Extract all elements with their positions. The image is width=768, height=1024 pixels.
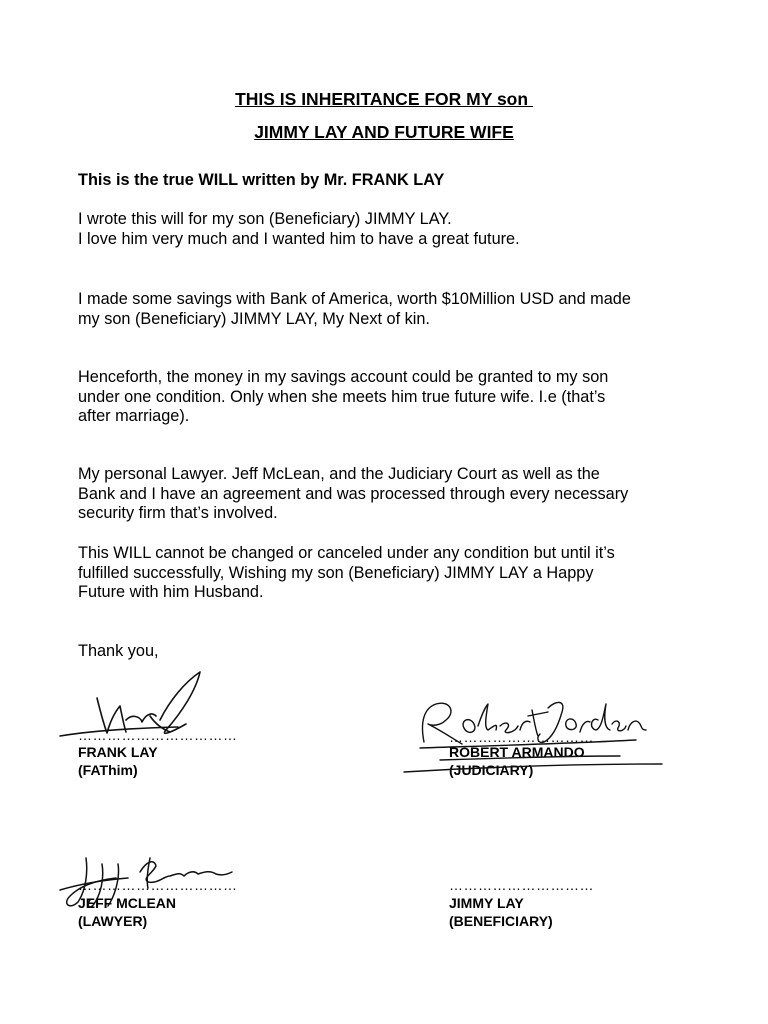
paragraph-line: under one condition. Only when she meets him true future wife. I.e (that’s	[78, 387, 606, 406]
paragraph-3	[78, 368, 696, 427]
signature-line-jimmy: …………………………	[449, 877, 594, 893]
signer-name-frank: FRANK LAY	[78, 744, 158, 760]
signature-line-jeff: ……………………………	[78, 877, 238, 893]
signer-name-jeff: JEFF MCLEAN	[78, 895, 176, 911]
paragraph-line: I wrote this will for my son (Beneficiary) JIMMY LAY.	[78, 210, 452, 228]
paragraph-4	[78, 465, 696, 524]
document-title-line2: JIMMY LAY AND FUTURE WIFE	[254, 122, 514, 142]
signer-name-jimmy: JIMMY LAY	[449, 895, 524, 911]
paragraph-line: my son (Beneficiary) JIMMY LAY, My Next of kin.	[78, 309, 430, 328]
signature-line-robert: …………………………	[449, 729, 594, 745]
paragraph-1	[78, 210, 696, 249]
signer-role-jimmy: (BENEFICIARY)	[449, 913, 553, 929]
signature-line-frank: ……………………………	[78, 727, 238, 743]
paragraph-line: Bank and I have an agreement and was processed through every necessary	[78, 484, 629, 503]
intro-statement: This is the true WILL written by Mr. FRANK LAY	[78, 171, 445, 189]
paragraph-line: Henceforth, the money in my savings account could be granted to my son	[78, 368, 609, 386]
paragraph-2	[78, 290, 696, 329]
paragraph-line: I love him very much and I wanted him to have a great future.	[78, 229, 520, 248]
paragraph-line: My personal Lawyer. Jeff McLean, and the Judiciary Court as well as the	[78, 465, 600, 483]
document-title-line1: THIS IS INHERITANCE FOR MY son	[235, 89, 533, 109]
paragraph-line: This WILL cannot be changed or canceled under any condition but until it’s	[78, 544, 615, 562]
signer-name-robert: ROBERT ARMANDO	[449, 744, 585, 760]
signer-role-frank: (FAThim)	[78, 762, 138, 778]
signer-role-jeff: (LAWYER)	[78, 913, 148, 929]
closing-text: Thank you,	[78, 642, 159, 660]
signer-role-robert: (JUDICIARY)	[449, 762, 534, 778]
paragraph-line: I made some savings with Bank of America, worth $10Million USD and made	[78, 290, 631, 308]
paragraph-line: after marriage).	[78, 407, 190, 425]
paragraph-line: Future with him Husband.	[78, 583, 264, 601]
paragraph-line: security firm that’s involved.	[78, 504, 278, 522]
paragraph-line: fulfilled successfully, Wishing my son (Beneficiary) JIMMY LAY a Happy	[78, 563, 594, 582]
paragraph-5	[78, 544, 696, 603]
